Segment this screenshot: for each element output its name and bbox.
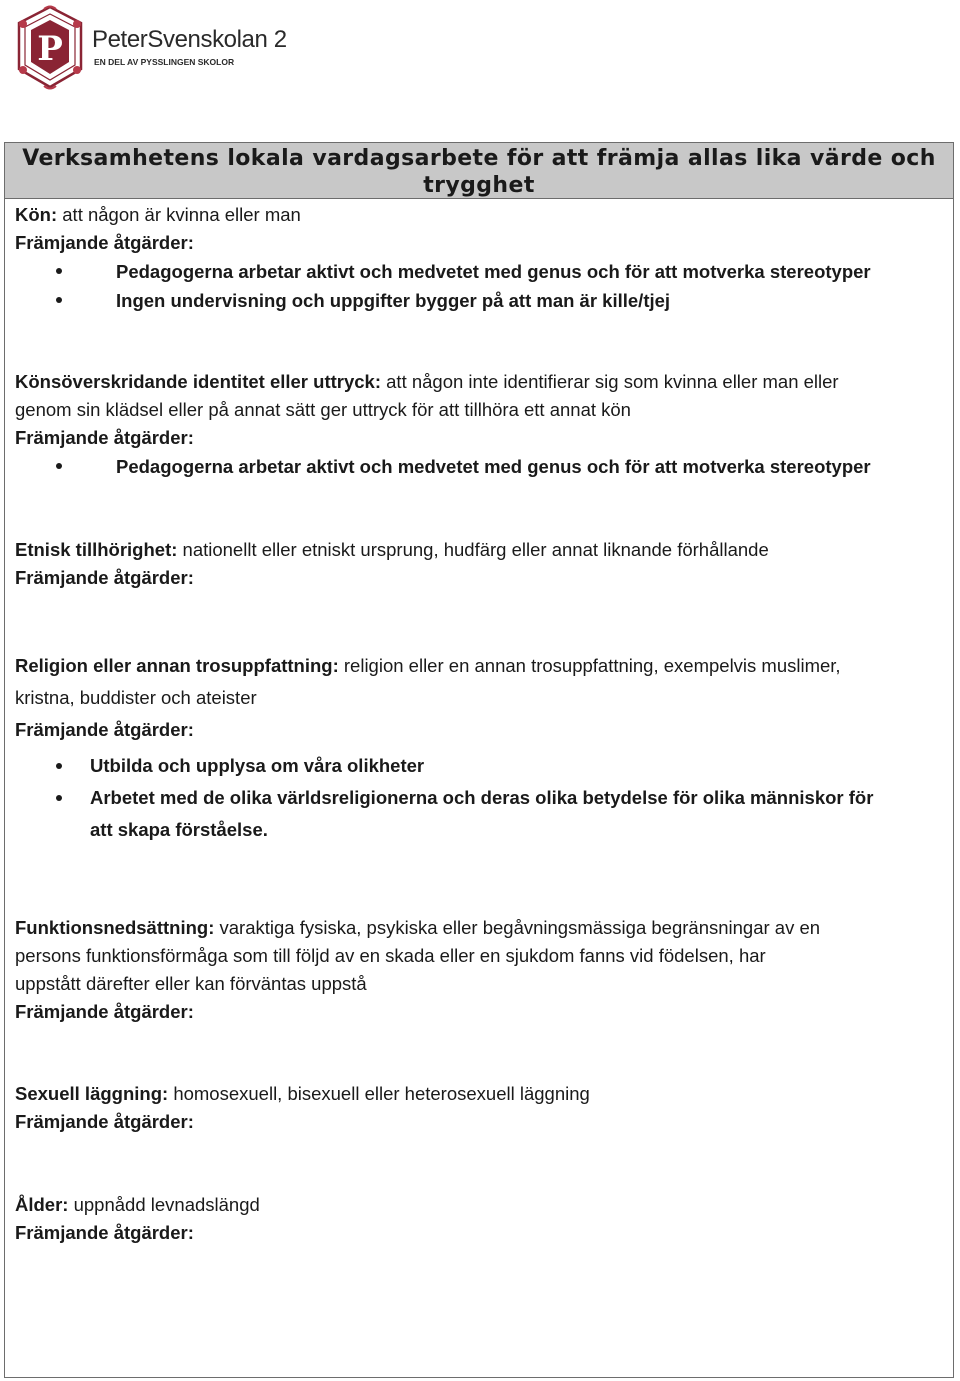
title-line-2: trygghet [423, 173, 535, 198]
section-label: Funktionsnedsättning: [15, 917, 215, 938]
section-etnisk [15, 536, 945, 592]
section-religion [15, 650, 945, 846]
section-konsoverskridande [15, 368, 945, 481]
bullet-icon [56, 297, 62, 303]
section-kon [15, 201, 945, 315]
section-description: uppnådd levnadslängd [73, 1194, 260, 1215]
bullet-text: Utbilda och upplysa om våra olikheter [90, 755, 425, 776]
list-item [15, 286, 945, 315]
bullet-text: Pedagogerna arbetar aktivt och medvetet med genus och för att motverka stereotyper [116, 456, 871, 477]
school-logo-icon [14, 4, 86, 90]
section-label: Kön: [15, 204, 58, 225]
measures-label: Främjande åtgärder: [15, 719, 194, 740]
title-line-1: Verksamhetens lokala vardagsarbete för att främja allas lika värde och [22, 146, 936, 171]
bullet-icon [56, 795, 62, 801]
section-label: Ålder: [15, 1194, 69, 1215]
measures-label: Främjande åtgärder: [15, 1111, 194, 1132]
logo-letter: P [37, 29, 63, 69]
section-description: religion eller en annan trosuppfattning, exempelvis muslimer, [343, 655, 841, 676]
list-item [15, 782, 945, 814]
bullet-icon [56, 463, 62, 469]
section-label: Religion eller annan trosuppfattning: [15, 655, 339, 676]
list-item [15, 750, 945, 782]
section-label: Könsöverskridande identitet eller uttryck: [15, 371, 381, 392]
section-description: att någon är kvinna eller man [62, 204, 301, 225]
bullet-icon [56, 763, 62, 769]
section-sexuell-laggning [15, 1080, 945, 1136]
measures-label: Främjande åtgärder: [15, 567, 194, 588]
school-header [14, 4, 314, 92]
list-item [15, 257, 945, 286]
measures-label: Främjande åtgärder: [15, 427, 194, 448]
section-label: Etnisk tillhörighet: [15, 539, 178, 560]
section-description: kristna, buddister och ateister [15, 687, 257, 708]
measures-label: Främjande åtgärder: [15, 1001, 194, 1022]
section-description: att någon inte identifierar sig som kvinna eller man eller [386, 371, 839, 392]
bullet-text: Arbetet med de olika världsreligionerna och deras olika betydelse för olika människor för [90, 787, 874, 808]
section-description: uppstått därefter eller kan förväntas uppstå [15, 973, 367, 994]
measures-label: Främjande åtgärder: [15, 1222, 194, 1243]
list-item [15, 452, 945, 481]
section-description: nationellt eller etniskt ursprung, hudfärg eller annat liknande förhållande [182, 539, 769, 560]
brand-name: PeterSvenskolan 2 [92, 26, 287, 53]
list-item-continuation: att skapa förståelse. [90, 819, 268, 840]
section-description: varaktiga fysiska, psykiska eller begåvningsmässiga begränsningar av en [219, 917, 821, 938]
section-description: homosexuell, bisexuell eller heterosexuell läggning [173, 1083, 590, 1104]
section-alder [15, 1191, 945, 1247]
bullet-text: Ingen undervisning och uppgifter bygger på att man är kille/tjej [116, 290, 671, 311]
brand-subtitle: EN DEL AV PYSSLINGEN SKOLOR [94, 57, 235, 67]
bullet-text: Pedagogerna arbetar aktivt och medvetet med genus och för att motverka stereotyper [116, 261, 871, 282]
section-description: persons funktionsförmåga som till följd av en skada eller en sjukdom fanns vid födelsen, har [15, 945, 766, 966]
measures-label: Främjande åtgärder: [15, 232, 194, 253]
bullet-icon [56, 268, 62, 274]
section-funktionsnedsattning [15, 914, 945, 1026]
section-description: genom sin klädsel eller på annat sätt ger uttryck för att tillhöra ett annat kön [15, 399, 631, 420]
document-title [5, 143, 953, 199]
section-label: Sexuell läggning: [15, 1083, 169, 1104]
document-box [4, 142, 954, 1378]
